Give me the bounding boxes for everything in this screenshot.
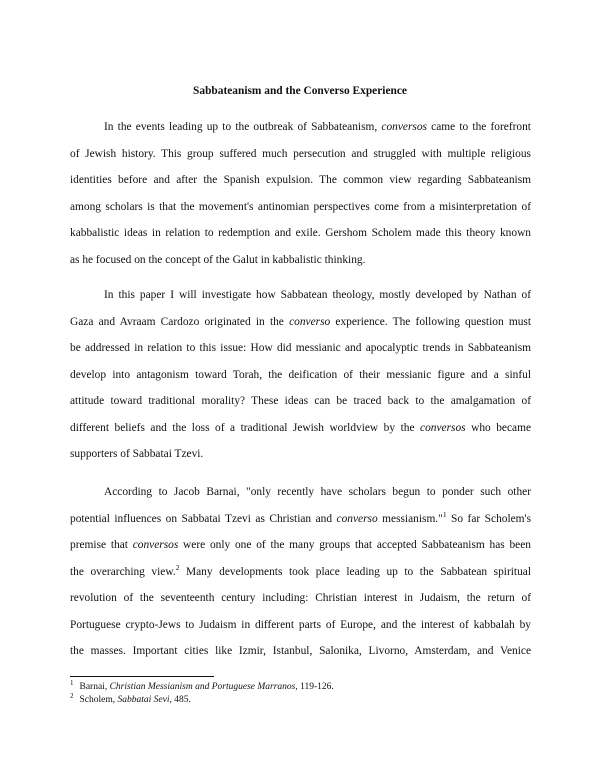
italic-term: conversos bbox=[132, 539, 179, 551]
footnote-number: 1 bbox=[70, 678, 74, 687]
text-line: In this paper I will investigate how Sabbatean theology, mostly developed by Nathan of bbox=[104, 289, 531, 301]
italic-term: conversos bbox=[381, 121, 427, 133]
text-line: be addressed in relation to this issue: How did messianic and apocalyptic trends in Sabbateanism bbox=[70, 342, 531, 354]
paragraph-1 bbox=[70, 114, 531, 273]
italic-term: Christian Messianism and Portuguese Marranos bbox=[109, 682, 296, 692]
italic-term: conversos bbox=[420, 421, 466, 434]
text-line: Gaza and Avraam Cardozo originated in the converso experience. The following question must bbox=[70, 315, 531, 328]
paragraph-3 bbox=[70, 479, 531, 665]
text-line: among scholars is that the movement's antinomian perspectives come from a misinterpretation of bbox=[70, 200, 531, 213]
text-line: as he focused on the concept of the Galut in kabbalistic thinking. bbox=[70, 253, 366, 266]
text-line: identities before and after the Spanish expulsion. The common view regarding Sabbateanism bbox=[70, 174, 531, 186]
text-line: different beliefs and the loss of a traditional Jewish worldview by the conversos who became bbox=[70, 421, 532, 434]
text-line: develop into antagonism toward Torah, the deification of their messianic figure and a sinful bbox=[70, 368, 531, 381]
footnote-marker: 1 bbox=[442, 509, 447, 519]
italic-term: converso bbox=[289, 315, 331, 328]
text-line: Portuguese crypto-Jews to Judaism in different parts of Europe, and the interest of kabbalah by bbox=[70, 618, 531, 631]
text-line: kabbalistic ideas in relation to redemption and exile. Gershom Scholem made this theory known bbox=[70, 227, 531, 239]
footnote: $^1$ Barnai, Christian Messianism and Portuguese Marranos, 119-126. bbox=[70, 678, 334, 692]
text-line: the overarching view.$^2$ Many developments took place leading up to the Sabbatean spiritual bbox=[70, 562, 531, 578]
italic-term: converso bbox=[336, 512, 378, 525]
document-title: Sabbateanism and the Converso Experience bbox=[193, 85, 407, 97]
footnotes bbox=[70, 678, 531, 707]
text-line: premise that conversos were only one of the many groups that accepted Sabbateanism has been bbox=[70, 539, 531, 551]
footnote-separator bbox=[70, 676, 214, 677]
footnote: $^2$ Scholem, Sabbatai Sevi, 485. bbox=[70, 691, 191, 705]
text-line: the masses. Important cities like Izmir, Istanbul, Salonika, Livorno, Amsterdam, and Venice bbox=[70, 645, 531, 657]
text-line: According to Jacob Barnai, "only recently have scholars begun to ponder such other bbox=[104, 486, 531, 498]
paragraph-2 bbox=[70, 282, 531, 468]
text-line: supporters of Sabbatai Tzevi. bbox=[70, 448, 204, 460]
text-line: In the events leading up to the outbreak of Sabbateanism, conversos came to the forefront bbox=[104, 121, 531, 133]
footnote-number: 2 bbox=[70, 691, 74, 700]
footnote-marker: 2 bbox=[175, 562, 180, 572]
italic-term: Sabbatai Sevi bbox=[117, 695, 170, 705]
text-line: attitude toward traditional morality? These ideas can be traced back to the amalgamation of bbox=[70, 395, 531, 407]
text-line: of Jewish history. This group suffered much persecution and struggled with multiple religious bbox=[70, 147, 531, 160]
text-line: potential influences on Sabbatai Tzevi as Christian and converso messianism."$^1$ So far Scholem's bbox=[70, 509, 532, 525]
text-line: revolution of the seventeenth century including: Christian interest in Judaism, the return of bbox=[70, 592, 531, 604]
